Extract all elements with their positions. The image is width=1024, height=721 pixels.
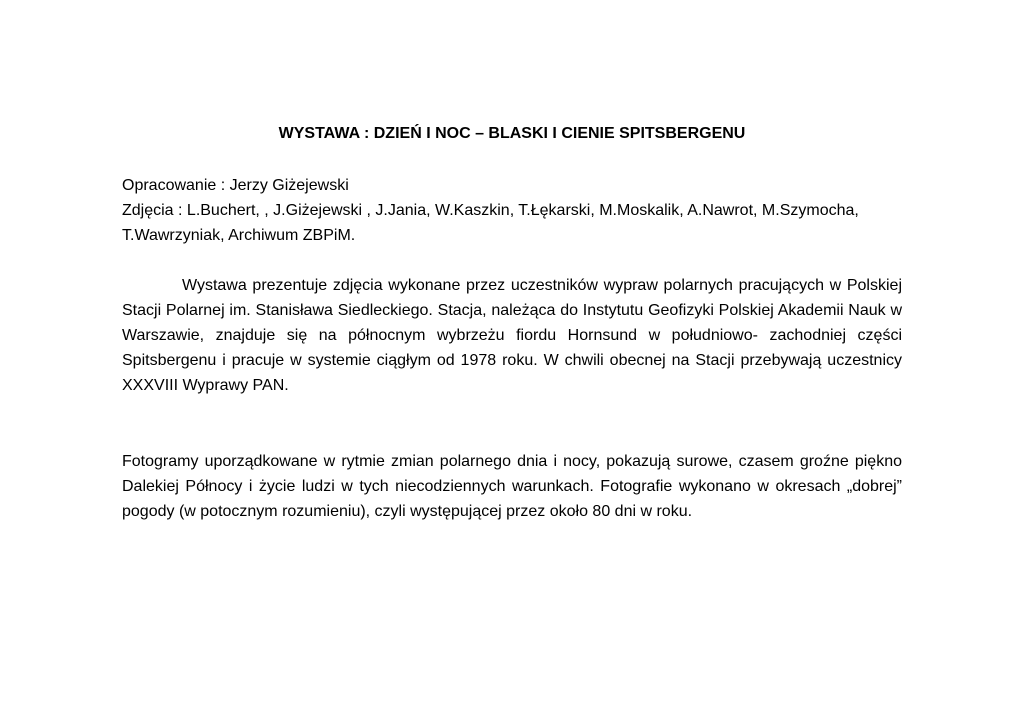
author-line: Opracowanie : Jerzy Giżejewski — [122, 177, 349, 194]
document-title: WYSTAWA : DZIEŃ I NOC – BLASKI I CIENIE SPITSBERGENU — [278, 125, 746, 142]
body-paragraph-2: Fotogramy uporządkowane w rytmie zmian polarnego dnia i nocy, pokazują surowe, czasem groźne piękno Dalekiej Północy i życie ludzi w tych niecodziennych warunkach. Fotografie wykonano w okresach „dobrej” pogody (w potocznym rozumieniu), czyli występującej przez około 80 dni w roku. — [122, 453, 902, 520]
photos-credit-line: Zdjęcia : L.Buchert, , J.Giżejewski , J.Jania, W.Kaszkin, T.Łękarski, M.Moskalik, A.Nawrot, M.Szymocha, T.Wawrzyniak, Archiwum ZBPiM. — [122, 202, 859, 244]
credits-block — [122, 173, 902, 248]
body-paragraph-1: Wystawa prezentuje zdjęcia wykonane przez uczestników wypraw polarnych pracujących w Polskiej Stacji Polarnej im. Stanisława Siedleckiego. Stacja, należąca do Instytutu Geofizyki Polskiej Akademii Nauk w Warszawie, znajduje się na północnym wybrzeżu fiordu Hornsund w południowo- zachodniej części Spitsbergenu i pracuje w systemie ciągłym od 1978 roku. W chwili obecnej na Stacji przebywają uczestnicy XXXVIII Wyprawy PAN. — [122, 277, 902, 394]
document-page — [122, 0, 902, 721]
